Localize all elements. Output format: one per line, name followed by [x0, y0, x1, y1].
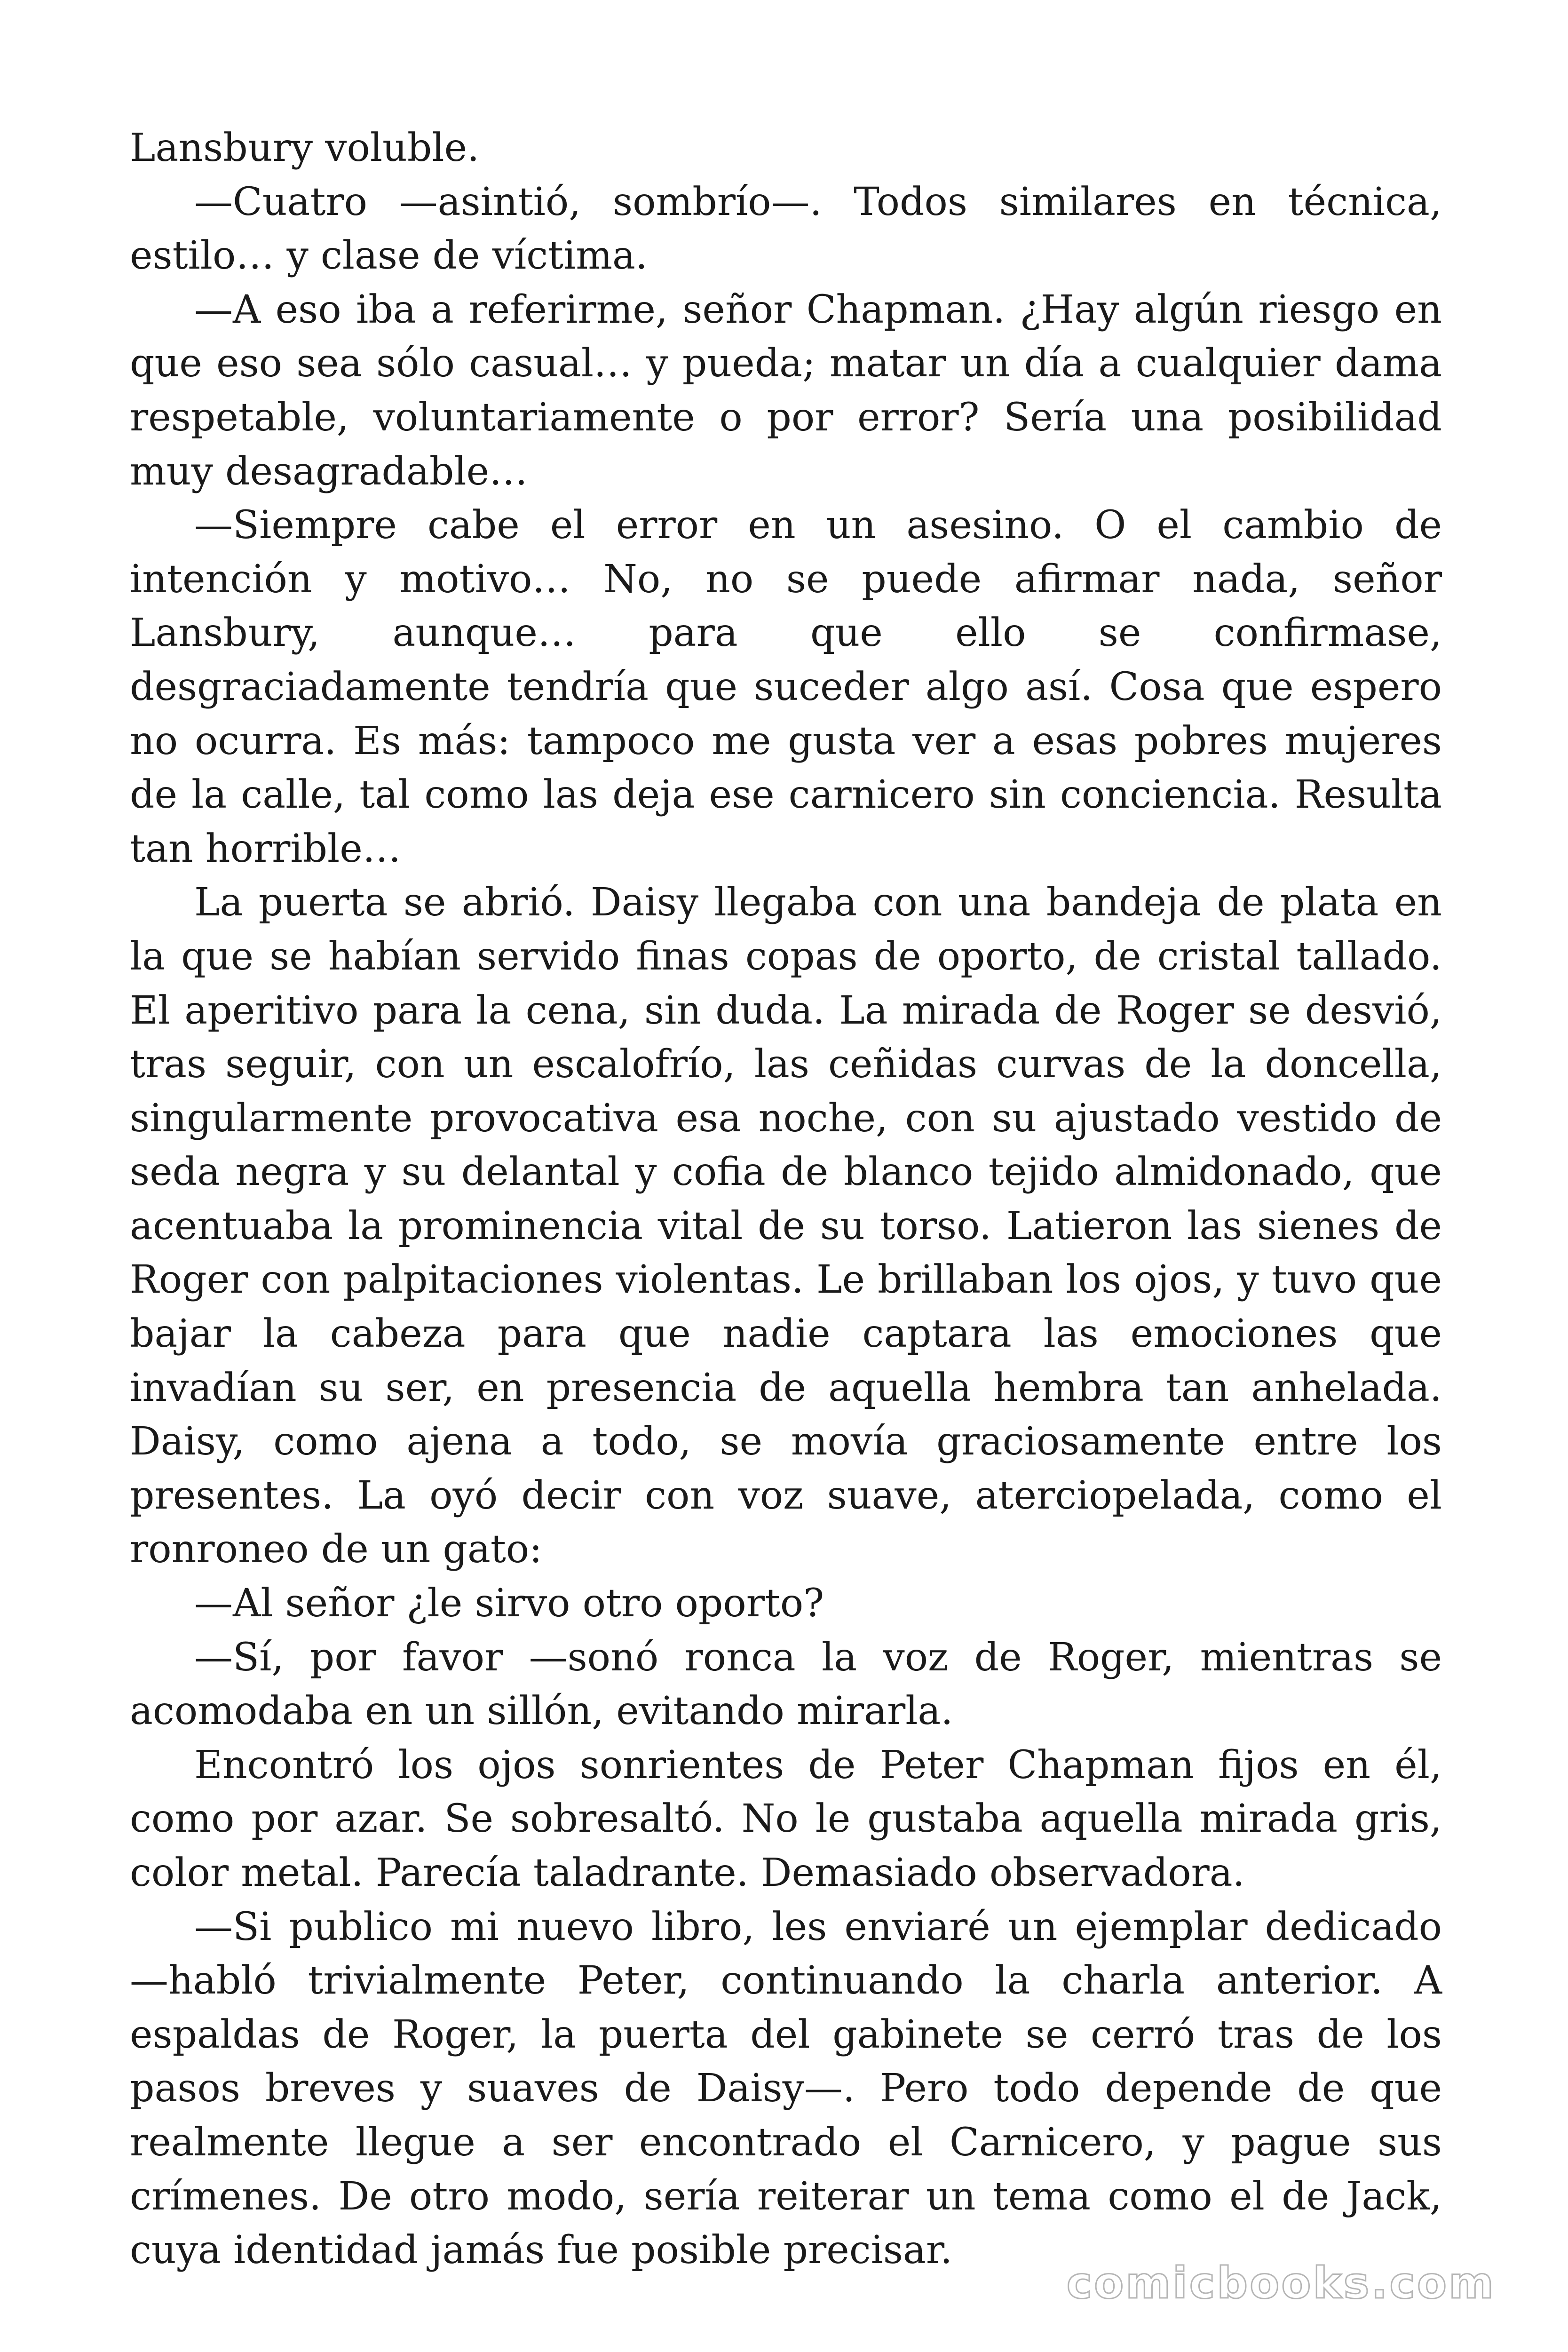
- paragraph-5: La puerta se abrió. Daisy llegaba con una bandeja de plata en la que se habían servido finas copas de oporto, de cristal tallado. El aperitivo para la cena, sin duda. La mirada de Roger se desvió, tras seguir, con un escalofrío, las ceñidas curvas de la doncella, singularmente provocativa esa noche, con su ajustado vestido de seda negra y su delantal y cofia de blanco tejido almidonado, que acentuaba la prominencia vital de su torso. Latieron las sienes de Roger con palpitaciones violentas. Le brillaban los ojos, y tuvo que bajar la cabeza para que nadie captara las emociones que invadían su ser, en presencia de aquella hembra tan anhelada. Daisy, como ajena a todo, se movía graciosamente entre los presentes. La oyó decir con voz suave, aterciopelada, como el ronroneo de un gato:: [130, 880, 1442, 1572]
- paragraph-6: —Al señor ¿le sirvo otro oporto?: [194, 1581, 824, 1626]
- paragraph-1: Lansbury voluble.: [130, 126, 480, 170]
- paragraph-9: —Si publico mi nuevo libro, les enviaré un ejemplar dedicado —habló trivialmente Peter, continuando la charla anterior. A espaldas de Roger, la puerta del gabinete se cerró tras de los pasos breves y suaves de Daisy—. Pero todo depende de que realmente llegue a ser encontrado el Carnicero, y pague sus crímenes. De otro modo, sería reiterar un tema como el de Jack, cuya identidad jamás fue posible precisar.: [130, 1904, 1442, 2273]
- book-page-body: [130, 121, 1442, 2278]
- paragraph-2: —Cuatro —asintió, sombrío—. Todos similares en técnica, estilo… y clase de víctima.: [130, 179, 1442, 278]
- paragraph-3: —A eso iba a referirme, señor Chapman. ¿Hay algún riesgo en que eso sea sólo casual… y pueda; matar un día a cualquier dama respetable, voluntariamente o por error? Sería una posibilidad muy desagradable…: [130, 287, 1442, 494]
- paragraph-7: —Sí, por favor —sonó ronca la voz de Roger, mientras se acomodaba en un sillón, evitando mirarla.: [130, 1635, 1442, 1734]
- paragraph-8: Encontró los ojos sonrientes de Peter Chapman fijos en él, como por azar. Se sobresaltó. No le gustaba aquella mirada gris, color metal. Parecía taladrante. Demasiado observadora.: [130, 1742, 1442, 1895]
- watermark-logo: comicbooks.com: [1066, 2258, 1496, 2308]
- paragraph-4: —Siempre cabe el error en un asesino. O el cambio de intención y motivo… No, no se puede afirmar nada, señor Lansbury, aunque… para que ello se confirmase, desgraciadamente tendría que suceder algo así. Cosa que espero no ocurra. Es más: tampoco me gusta ver a esas pobres mujeres de la calle, tal como las deja ese carnicero sin conciencia. Resulta tan horrible…: [130, 503, 1442, 871]
